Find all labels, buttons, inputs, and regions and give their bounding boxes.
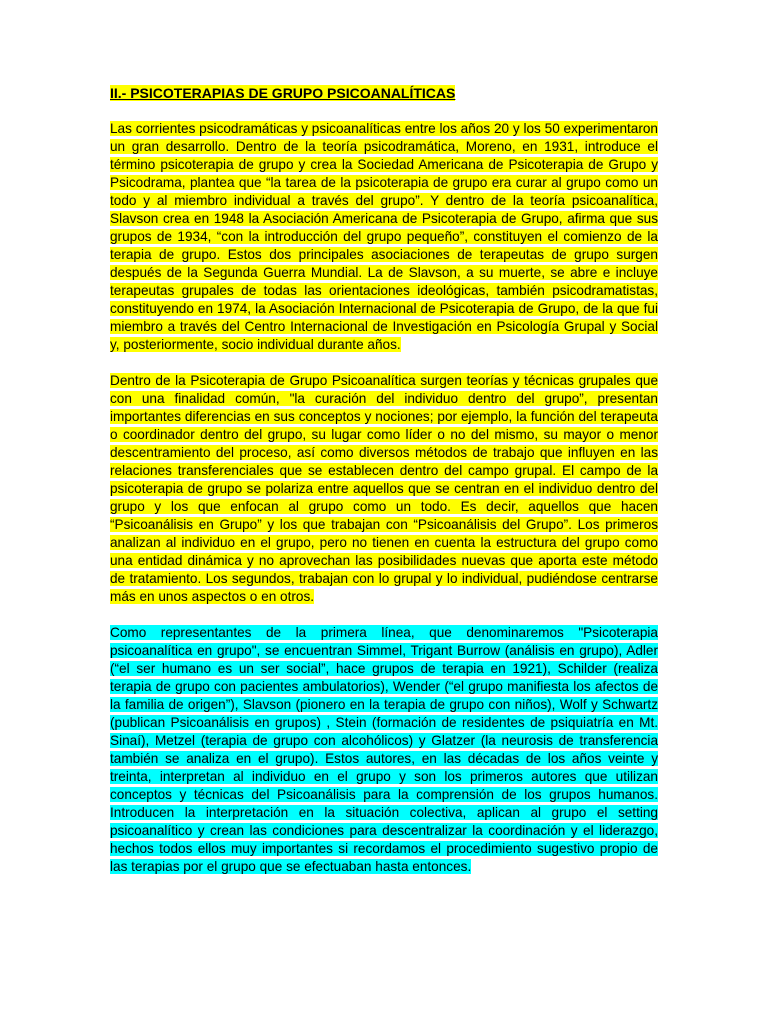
paragraph-1-text: Las corrientes psicodramáticas y psicoanalíticas entre los años 20 y los 50 experimentaron un gran desarrollo. Dentro de la teoría psicodramática, Moreno, en 1931, introduce el término psicoterapia de grupo y crea la Sociedad Americana de Psicoterapia de Grupo y Psicodrama, plantea que “la tarea de la psicoterapia de grupo era curar al grupo como un todo y al miembro individual a través del grupo”. Y dentro de la teoría psicoanalítica, Slavson crea en 1948 la Asociación Americana de Psicoterapia de Grupo, afirma que sus grupos de 1934, “con la introducción del grupo pequeño”, constituyen el comienzo de la terapia de grupo. Estos dos principales asociaciones de terapeutas de grupo surgen después de la Segunda Guerra Mundial. La de Slavson, a su muerte, se abre e incluye terapeutas grupales de todas las orientaciones ideológicas, también psicodramatistas, constituyendo en 1974, la Asociación Internacional de Psicoterapia de Grupo, de la que fui miembro a través del Centro Internacional de Investigación en Psicología Grupal y Social y, posteriormente, socio individual durante años.	[110, 121, 658, 352]
section-heading	[110, 84, 658, 102]
paragraph-3-text: Como representantes de la primera línea, que denominaremos "Psicoterapia psicoanalítica en grupo", se encuentran Simmel, Trigant Burrow (análisis en grupo), Adler (“el ser humano es un ser social”, hace grupos de terapia en 1921), Schilder (realiza terapia de grupo con pacientes ambulatorios), Wender (“el grupo manifiesta los afectos de la familia de origen”), Slavson (pionero en la terapia de grupo con niños), Wolf y Schwartz (publican Psicoanálisis en grupos) , Stein (formación de residentes de psiquiatría en Mt. Sinaí), Metzel (terapia de grupo con alcohólicos) y Glatzer (la neurosis de transferencia también se analiza en el grupo). Estos autores, en las décadas de los años veinte y treinta, interpretan al individuo en el grupo y son los primeros autores que utilizan conceptos y técnicas del Psicoanálisis para la comprensión de los grupos humanos. Introducen la interpretación en la situación colectiva, aplican al grupo el setting psicoanalítico y crean las condiciones para descentralizar la coordinación y el liderazgo, hechos todos ellos muy importantes si recordamos el procedimiento sugestivo propio de las terapias por el grupo que se efectuaban hasta entonces.	[110, 625, 658, 874]
paragraph-2-text: Dentro de la Psicoterapia de Grupo Psicoanalítica surgen teorías y técnicas grupales que con una finalidad común, "la curación del individuo dentro del grupo”, presentan importantes diferencias en sus conceptos y nociones; por ejemplo, la función del terapeuta o coordinador dentro del grupo, su lugar como líder o no del mismo, su mayor o menor descentramiento del proceso, así como diversos métodos de trabajo que influyen en las relaciones transferenciales que se establecen dentro del campo grupal. El campo de la psicoterapia de grupo se polariza entre aquellos que se centran en el individuo dentro del grupo y los que enfocan al grupo como un todo. Es decir, aquellos que hacen “Psicoanálisis en Grupo” y los que trabajan con “Psicoanálisis del Grupo”. Los primeros analizan al individuo en el grupo, pero no tienen en cuenta la estructura del grupo como una entidad dinámica y no aprovechan las posibilidades nuevas que aporta este método de tratamiento. Los segundos, trabajan con lo grupal y lo individual, pudiéndose centrarse más en unos aspectos o en otros.	[110, 373, 658, 604]
section-heading-text: II.- PSICOTERAPIAS DE GRUPO PSICOANALÍTICAS	[110, 85, 456, 101]
paragraph-1	[110, 120, 658, 354]
paragraph-3	[110, 624, 658, 876]
document-page	[110, 84, 658, 894]
paragraph-2	[110, 372, 658, 606]
